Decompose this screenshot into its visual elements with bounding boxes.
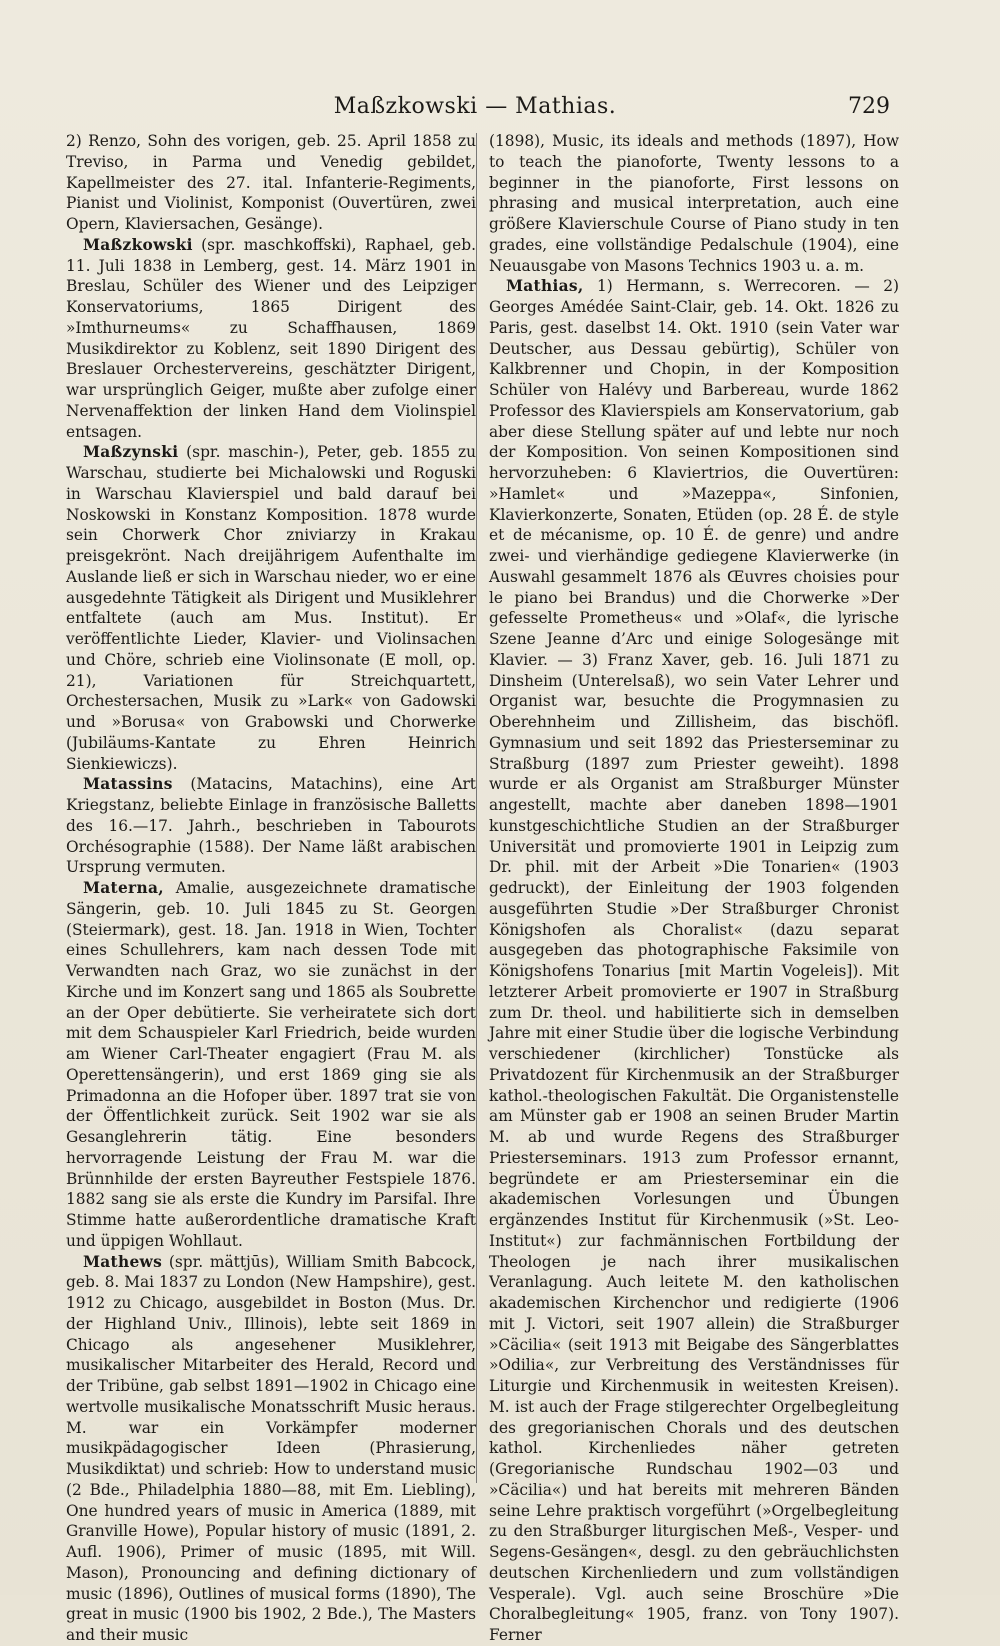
entry-text: (spr. maschkoffski), Raphael, geb. 11. Juli 1838 in Lemberg, gest. 14. März 1901 in Breslau, Schüler des Wiener und des Leipziger Konservatoriums, 1865 Dirigent des »Imthurneums« zu Schaffhausen, 1869 Musikdirektor zu Koblenz, seit 1890 Dirigent des Breslauer Orchestervereins, geschätzter Dirigent, war ursprünglich Geiger, mußte aber zufolge einer Nervenaffektion der linken Hand dem Violinspiel entsagen. bbox=[66, 235, 476, 441]
entry-headword: Mathews bbox=[82, 1252, 163, 1271]
entry-masszynski bbox=[66, 442, 476, 774]
entry-headword: Materna, bbox=[82, 879, 164, 897]
entry-headword: Matassins bbox=[82, 775, 173, 794]
page-number: 729 bbox=[848, 94, 890, 119]
entry-headword: Maßzynski bbox=[82, 443, 179, 462]
right-column bbox=[489, 131, 899, 1646]
page-header bbox=[60, 92, 890, 128]
entry-matassins bbox=[66, 774, 476, 878]
entry-text: 1) Hermann, s. Werrecoren. — 2) Georges Amédée Saint-Clair, geb. 14. Okt. 1826 zu Paris, gest. daselbst 14. Okt. 1910 (sein Vater war Deutscher, aus Dessau gebürtig), Schüler von Kalkbrenner und Chopin, in der Komposition Schüler von Halévy und Barbereau, wurde 1862 Professor des Klavierspiels am Konservatorium, gab aber diese Stellung später auf und lebte nur noch der Komposition. Von seinen Kompositionen sind hervorzuheben: 6 Klaviertrios, die Ouvertüren: »Hamlet« und »Mazeppa«, Sinfonien, Klavierkonzerte, Sonaten, Etüden (op. 28 É. de style et de mécanisme, op. 10 É. de genre) und andre zwei- und vierhändige gediegene Klavierwerke (in Auswahl gesammelt 1876 als Œuvres choisies pour le piano bei Brandus) und die Chorwerke »Der gefesselte Prometheus« und »Olaf«, die lyrische Szene Jeanne d’Arc und einige Sologesänge mit Klavier. — 3) Franz Xaver, geb. 16. Juli 1871 zu Dinsheim (Unterelsaß), wo sein Vater Lehrer und Organist war, besuchte die Progymnasien zu Oberehnheim und Zillisheim, das bischöfl. Gymnasium und seit 1892 das Priesterseminar zu Straßburg (1897 zum Priester geweiht). 1898 wurde er als Organist am Straßburger Münster angestellt, machte aber daneben 1898—1901 kunstgeschichtliche Studien an der Straßburger Universität und promovierte 1901 in Leipzig zum Dr. phil. mit der Arbeit »Die Tonarien« (1903 gedruckt), der Einleitung der 1903 folgenden ausgeführten Studie »Der Straßburger Chronist Königshofen als Choralist« (dazu separat ausgegeben das photographische Faksimile von Königshofens Tonarius [mit Martin Vogeleis]). Mit letzterer Arbeit promovierte er 1907 in Straßburg zum Dr. theol. und habilitierte sich in demselben Jahre mit einer Studie über die logische Verbindung verschiedener (kirchlicher) Tonstücke als Privatdozent für Kirchenmusik an der Straßburger kathol.-theologischen Fakultät. Die Organistenstelle am Münster gab er 1908 an seinen Bruder Martin M. ab und wurde Regens des Straßburger Priesterseminars. 1913 zum Professor ernannt, begründete er am Priesterseminar ein die akademischen Vorlesungen und Übungen ergänzendes Institut für Kirchenmusik (»St. Leo-Institut«) zur fachmännischen Fortbildung der Theologen je nach ihrer musikalischen Veranlagung. Auch leitete M. den katholischen akademischen Kirchenchor und redigierte (1906 mit J. Victori, seit 1907 allein) die Straßburger »Cäcilia« (seit 1913 mit Beigabe des Sängerblattes »Odilia«, zur Verbreitung des Verständnisses für Liturgie und Kirchenmusik in weitesten Kreisen). M. ist auch der Frage stilgerechter Orgelbegleitung des gregorianischen Chorals und des deutschen kathol. Kirchenliedes näher getreten (Gregorianische Rundschau 1902—03 und »Cäcilia«) und hat bereits mit mehreren Bänden seine Lehre praktisch vorgeführt (»Orgelbegleitung zu den Straßburger liturgischen Meß-, Vesper- und Segens-Gesängen«, desgl. zu den gebräuchlichsten deutschen Kirchenliedern und zum vollständigen Vesperale). Vgl. auch seine Broschüre »Die Choralbegleitung« 1905, franz. von Tony 1907). Ferner bbox=[489, 277, 899, 1644]
running-title: Maßzkowski — Mathias. bbox=[333, 94, 617, 119]
entry-text: (Matacins, Matachins), eine Art Kriegstanz, beliebte Einlage in französische Balletts des 16.—17. Jahrh., beschrieben in Tabourots Orchésographie (1588). Der Name läßt arabischen Ursprung vermuten. bbox=[66, 775, 476, 877]
entry-continuation bbox=[489, 131, 899, 276]
entry-text: (1898), Music, its ideals and methods (1897), How to teach the pianoforte, Twenty lessons to a beginner in the pianoforte, First lessons on phrasing and musical interpretation, auch eine größere Klavierschule Course of Piano study in ten grades, eine vollständige Pedalschule (1904), eine Neuausgabe von Masons Technics 1903 u. a. m. bbox=[489, 132, 899, 275]
entry-text: Amalie, ausgezeichnete dramatische Sängerin, geb. 10. Juli 1845 zu St. Georgen (Steiermark), gest. 18. Jan. 1918 in Wien, Tochter eines Schullehrers, kam nach dessen Tode mit Verwandten nach Graz, wo sie zunächst in der Kirche und im Konzert sang und 1865 als Soubrette an der Oper debütierte. Sie verheiratete sich dort mit dem Schauspieler Karl Friedrich, beide wurden am Wiener Carl-Theater engagiert (Frau M. als Operettensängerin), und erst 1869 ging sie als Primadonna an die Hofoper über. 1897 trat sie von der Öffentlichkeit zurück. Seit 1902 war sie als Gesanglehrerin tätig. Eine besonders hervorragende Leistung der Frau M. war die Brünnhilde der ersten Bayreuther Festspiele 1876. 1882 sang sie als erste die Kundry im Parsifal. Ihre Stimme hatte außerordentliche dramatische Kraft und üppigen Wohllaut. bbox=[66, 879, 476, 1250]
entry-text: (spr. maschin-), Peter, geb. 1855 zu Warschau, studierte bei Michalowski und Roguski in Warschau Klavierspiel und bald darauf bei Noskowski in Konstanz Komposition. 1878 wurde sein Chorwerk Chor zniviarzy in Krakau preisgekrönt. Nach dreijährigem Aufenthalte im Auslande ließ er sich in Warschau nieder, wo er eine ausgedehnte Tätigkeit als Dirigent und Musiklehrer entfaltete (auch am Mus. Institut). Er veröffentlichte Lieder, Klavier- und Violinsachen und Chöre, schrieb eine Violinsonate (E moll, op. 21), Variationen für Streichquartett, Orchestersachen, Musik zu »Lark« von Gadowski und »Borusa« von Grabowski und Chorwerke (Jubiläums-Kantate zu Ehren Heinrich Sienkiewiczs). bbox=[66, 443, 476, 773]
left-column bbox=[66, 131, 476, 1646]
entry-text: (spr. mättjūs), William Smith Babcock, geb. 8. Mai 1837 zu London (New Hampshire), gest. 1912 zu Chicago, ausgebildet in Boston (Mus. Dr. der Highland Univ., Illinois), lebte seit 1869 in Chicago als angesehener Musiklehrer, musikalischer Mitarbeiter des Herald, Record und der Tribüne, gab selbst 1891—1902 in Chicago eine wertvolle musikalische Monatsschrift Music heraus. M. war ein Vorkämpfer moderner musikpädagogischer Ideen (Phrasierung, Musikdiktat) und schrieb: How to understand music (2 Bde., Philadelphia 1880—88, mit Em. Liebling), One hundred years of music in America (1889, mit Granville Howe), Popular history of music (1891, 2. Aufl. 1906), Primer of music (1895, mit Will. Mason), Pronouncing and defining dictionary of music (1896), Outlines of musical forms (1890), The great in music (1900 bis 1902, 2 Bde.), The Masters and their music bbox=[66, 1252, 476, 1644]
entry-materna bbox=[66, 878, 476, 1252]
column-divider bbox=[476, 133, 477, 1483]
entry-headword: Mathias, bbox=[505, 277, 584, 296]
entry-text: 2) Renzo, Sohn des vorigen, geb. 25. April 1858 zu Treviso, in Parma und Venedig gebildet, Kapellmeister des 27. ital. Infanterie-Regiments, Pianist und Violinist, Komponist (Ouvertüren, zwei Opern, Klaviersachen, Gesänge). bbox=[66, 132, 476, 233]
entry-continuation bbox=[66, 131, 476, 235]
entry-masskowski bbox=[66, 235, 476, 443]
entry-headword: Maßzkowski bbox=[82, 235, 193, 254]
entry-mathews bbox=[66, 1252, 476, 1646]
entry-mathias bbox=[489, 276, 899, 1646]
